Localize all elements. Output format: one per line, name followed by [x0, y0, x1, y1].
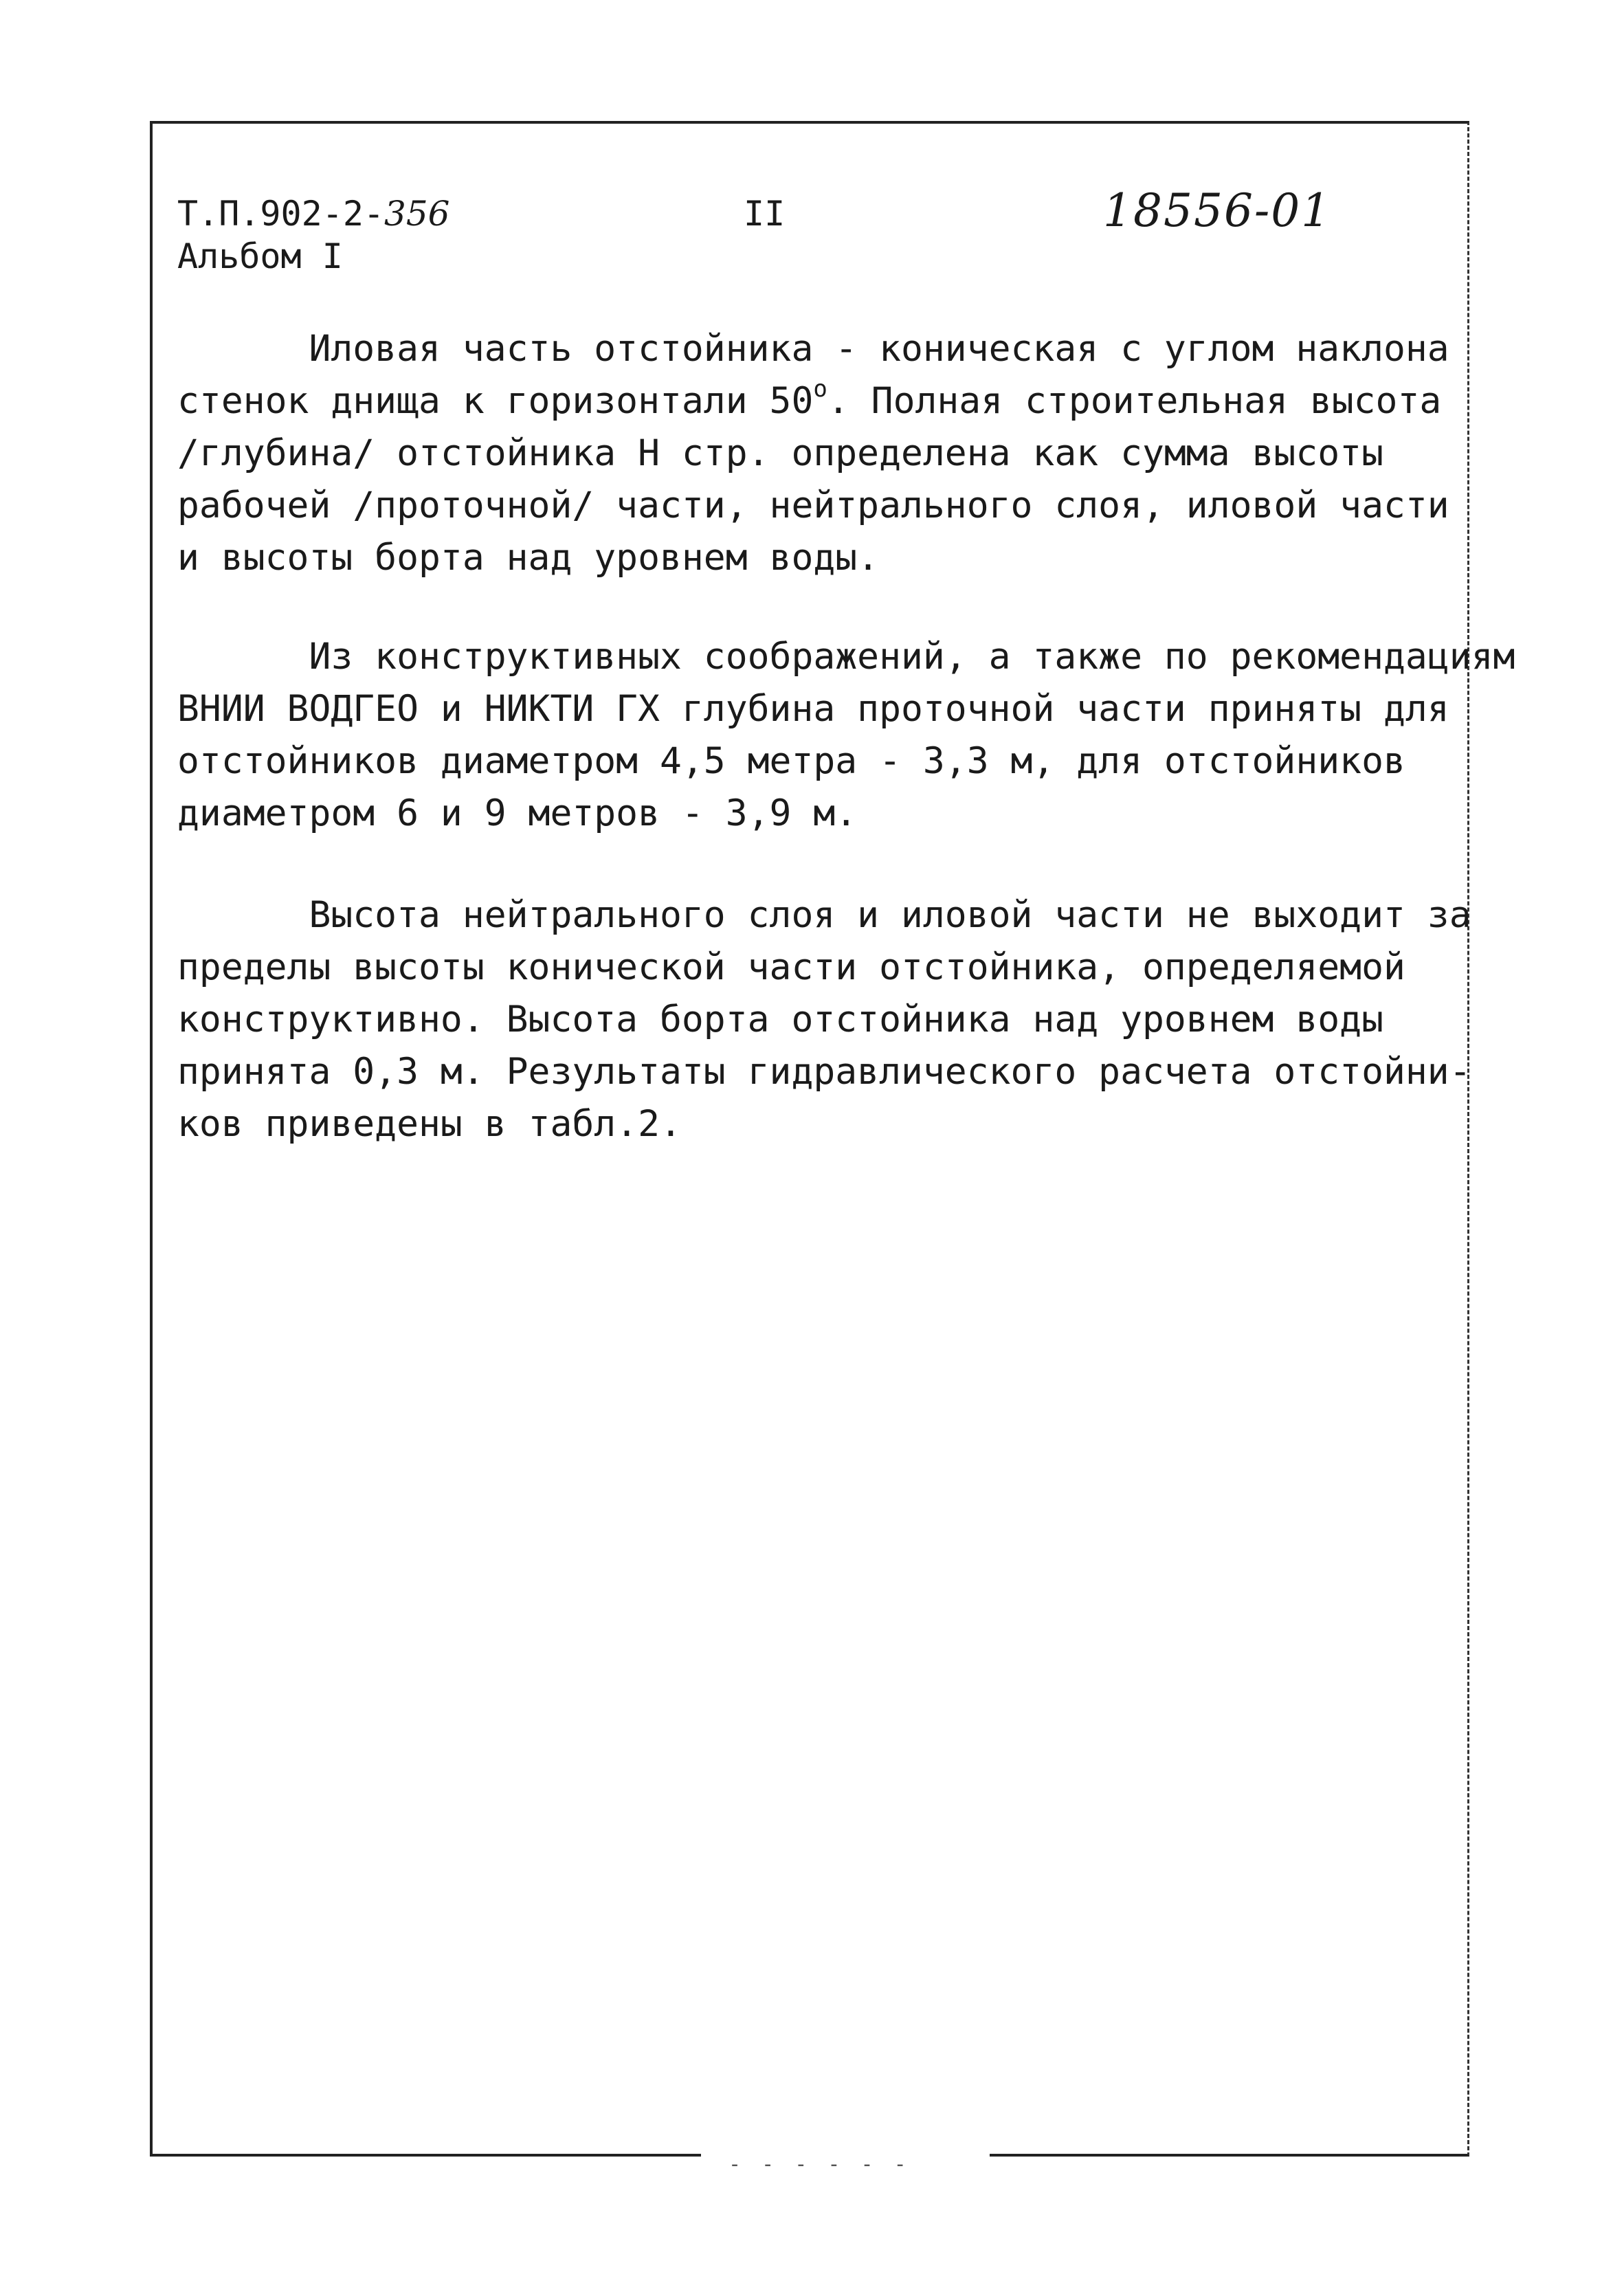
text-line: рабочей /проточной/ части, нейтрального слоя, иловой части — [177, 485, 1449, 526]
doc-ref-prefix: Т.П.902-2- — [177, 194, 385, 234]
album-label: Альбом I — [177, 236, 343, 276]
doc-ref-handwritten: 356 — [384, 194, 450, 234]
archive-code: 18556-01 — [1103, 184, 1332, 237]
text-line: конструктивно. Высота борта отстойника над уровнем воды — [177, 999, 1383, 1040]
document-reference — [177, 192, 449, 278]
text-line: /глубина/ отстойника Н стр. определена как сумма высоты — [177, 432, 1383, 474]
text-line-part: стенок днища к горизонтали 50 — [177, 380, 814, 422]
text-line: ков приведены в табл.2. — [177, 1103, 682, 1145]
text-line: ВНИИ ВОДГЕО и НИКТИ ГХ глубина проточной части приняты для — [177, 688, 1449, 730]
text-line: Из конструктивных соображений, а также по рекомендациям — [177, 636, 1515, 678]
text-line-part: . Полная строительная высота — [827, 380, 1442, 422]
frame-bottom-marks: - - - - - - — [728, 2152, 911, 2176]
page-number: II — [744, 194, 786, 234]
degree-superscript: о — [813, 375, 827, 403]
text-line: Иловая часть отстойника - коническая с углом наклона — [177, 328, 1449, 370]
text-line: пределы высоты конической части отстойника, определяемой — [177, 946, 1405, 988]
paragraph-1 — [177, 323, 1449, 584]
paragraph-2 — [177, 631, 1515, 840]
text-line: отстойников диаметром 4,5 метра - 3,3 м, для отстойников — [177, 740, 1405, 782]
text-line: Высота нейтрального слоя и иловой части не выходит за — [177, 894, 1471, 936]
text-line: диаметром 6 и 9 метров - 3,9 м. — [177, 792, 858, 834]
paragraph-3 — [177, 889, 1471, 1150]
text-line: принята 0,3 м. Результаты гидравлического расчета отстойни- — [177, 1051, 1471, 1093]
text-line: и высоты борта над уровнем воды. — [177, 537, 880, 579]
text-line — [177, 375, 1442, 427]
